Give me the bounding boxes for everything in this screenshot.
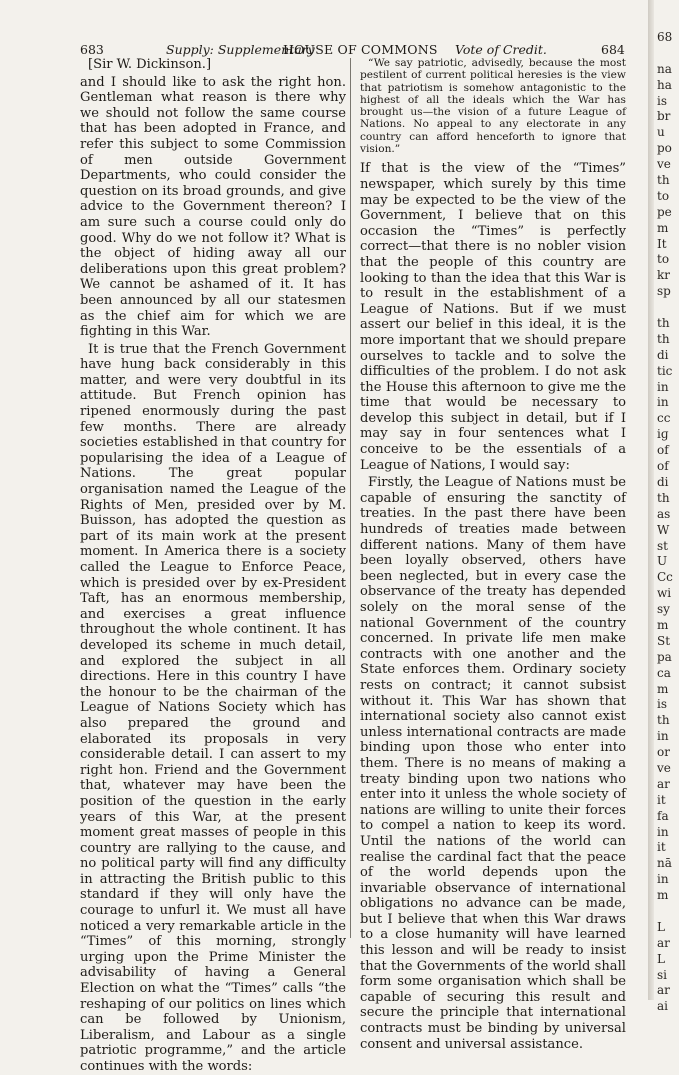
edge-fragment: or (657, 745, 670, 760)
left-column (80, 57, 346, 1075)
edge-fragment: ca (657, 665, 671, 680)
edge-fragment: ar (657, 776, 670, 791)
edge-fragment: in (657, 824, 669, 839)
house-title: HOUSE OF COMMONS (283, 42, 438, 57)
edge-fragment: m (657, 617, 669, 632)
edge-fragment: of (657, 459, 669, 474)
edge-fragment: It (657, 236, 667, 251)
edge-fragment: u (657, 125, 665, 140)
edge-fragment: pe (657, 204, 672, 219)
edge-fragment: is (657, 697, 667, 712)
edge-fragment: m (657, 888, 669, 903)
edge-fragment: wi (657, 586, 672, 601)
edge-fragment: fa (657, 808, 669, 823)
edge-fragment: L (657, 951, 665, 966)
edge-fragment: tic (657, 363, 673, 378)
edge-fragment: si (657, 967, 667, 982)
edge-fragment: kr (657, 268, 671, 283)
edge-fragment: di (657, 347, 669, 362)
edge-fragment: th (657, 316, 670, 331)
edge-fragment: ai (657, 999, 668, 1014)
edge-fragment: m (657, 681, 669, 696)
edge-fragment: ve (657, 760, 671, 775)
edge-fragment: ar (657, 983, 670, 998)
edge-fragment (657, 46, 679, 62)
column-divider (350, 58, 351, 938)
edge-fragment: U (657, 554, 668, 569)
edge-fragment: to (657, 252, 670, 267)
page-number-left: 683 (80, 42, 104, 57)
edge-fragment: po (657, 141, 672, 156)
adjacent-page-edge (657, 30, 679, 1015)
edge-fragment: ar (657, 935, 670, 950)
edge-fragment: sp (657, 284, 671, 299)
edge-fragment (657, 904, 679, 920)
speaker-attribution: [Sir W. Dickinson.] (88, 57, 212, 72)
edge-fragment: th (657, 173, 670, 188)
edge-fragment: in (657, 872, 669, 887)
edge-fragment: pa (657, 649, 672, 664)
edge-fragment: cc (657, 411, 671, 426)
running-title: Supply: Supplementary (166, 42, 315, 57)
edge-fragment: m (657, 220, 669, 235)
edge-fragment: ha (657, 77, 672, 92)
paragraph: and I should like to ask the right hon. Gentleman what reason is there why we should not follow the same course that has been adopted in France, and refer this subject to some Commission of men outside Government Departments, who could consider the question on its broad grounds, and give advice to the Government thereon? I am sure such a course could only do good. Why do we not follow it? What is the object of hiding away all our deliberations upon this great problem? We cannot be ashamed of it. It has been announced by all our statesmen as the chief aim for which we are fighting in this War. (80, 74, 346, 340)
paragraph: Firstly, the League of Nations must be capable of ensuring the sanctity of treaties. In the past there have been hundreds of treaties made between different nations. Many of them have been loyally observed, others have been neglected, but in every case the observance of the treaty has depended solely on the moral sense of the national Government of the country concerned. In private life men make contracts with one another and the State enforces them. Ordinary society rests on contract; it cannot subsist without it. This War has shown that international society also cannot exist unless international contracts are made binding upon those who enter into them. There is no means of making a treaty binding upon two nations who enter into it unless the whole society of nations are willing to unite their forces to compel a nation to keep its word. Until the nations of the world can realise the cardinal fact that the peace of the world depends upon the invariable observance of international obligations no advance can be made, but I believe that when this War draws to a close humanity will have learned this lesson and will be ready to insist that the Governments of the world shall form some organisation which shall be capable of securing this result and secure the principle that international contracts must be binding by universal consent and universal assistance. (360, 475, 626, 1052)
edge-fragment: to (657, 188, 670, 203)
edge-fragment: 68 (657, 30, 673, 44)
paragraph: If that is the view of the “Times” newspaper, which surely by this time may be expected to be the view of the Government, I believe that on this occasion the “Times” is perfectly correct—that there is no nobler vision that the people of this country are looking to than the idea that this War is to result in the establishment of a League of Nations. But if we must assert our belief in this ideal, it is the more important that we should prepare ourselves to tackle and to solve the difficulties of the problem. I do not ask the House this afternoon to give me the time that would be necessary to develop this subject in detail, but if I may say in four sentences what I conceive to be the essentials of a League of Nations, I would say: (360, 161, 626, 473)
edge-fragment: St (657, 633, 671, 648)
edge-fragment: it (657, 792, 666, 807)
edge-fragment: of (657, 443, 669, 458)
edge-fragment: as (657, 506, 671, 521)
edge-fragment: st (657, 538, 668, 553)
block-quote: “We say patriotic, advisedly, because the most pestilent of current political heresies is the view that patriotism is somehow antagonistic to the highest of all the ideals which the War has brought us—the vision of a future League of Nations. No appeal to any electorate in any country can afford henceforth to ignore that vision.” (360, 57, 626, 156)
edge-fragment: Cc (657, 570, 673, 585)
edge-fragment: ve (657, 157, 671, 172)
edge-fragment: sy (657, 602, 670, 617)
edge-fragment: W (657, 522, 670, 537)
edge-fragment: th (657, 331, 670, 346)
edge-fragment: iɡ (657, 427, 669, 442)
right-column (360, 57, 626, 1052)
edge-fragment: in (657, 729, 669, 744)
edge-fragment: nā (657, 856, 672, 871)
edge-fragment: in (657, 395, 669, 410)
edge-fragment: di (657, 474, 669, 489)
paragraph: It is true that the French Government have hung back considerably in this matter, and were very doubtful in its attitude. But French opinion has ripened enormously during the past few months. There are already societies established in that country for popularising the idea of a League of Nations. The great popular organisation named the League of the Rights of Men, presided over by M. Buisson, has adopted the question as part of its main work at the present moment. In America there is a society called the League to Enforce Peace, which is presided over by ex-President Taft, has an enormous membership, and exercises a great influence throughout the whole continent. It has developed its scheme in much detail, and explored the subject in all directions. Here in this country I have the honour to be the chairman of the League of Nations Society which has also prepared the ground and elaborated its proposals in very considerable detail. I can assert to my right hon. Friend and the Government that, whatever may have been the position of the question in the early years of this War, at the present moment great masses of people in this country are rallying to the cause, and no political party will find any difficulty in attracting the British public to this standard if they will only have the courage to unfurl it. We must all have noticed a very remarkable article in the “Times” of this morning, strongly urging upon the Prime Minister the advisability of having a General Election on what the “Times” calls “the reshaping of our politics on lines which can be followed by Unionism, Liberalism, and Labour as a single patriotic programme,” and the article continues with the words: (80, 341, 346, 1074)
edge-fragment (657, 300, 679, 316)
page-gutter (648, 0, 654, 1000)
edge-fragment: th (657, 490, 670, 505)
vote-title: Vote of Credit. (455, 42, 547, 57)
edge-fragment: it (657, 840, 666, 855)
edge-fragment: is (657, 93, 667, 108)
edge-fragment: th (657, 713, 670, 728)
edge-fragment: L (657, 919, 665, 934)
edge-fragment: in (657, 379, 669, 394)
edge-fragment: br (657, 109, 671, 124)
page-number-right: 684 (601, 42, 625, 57)
edge-fragment: na (657, 61, 672, 76)
